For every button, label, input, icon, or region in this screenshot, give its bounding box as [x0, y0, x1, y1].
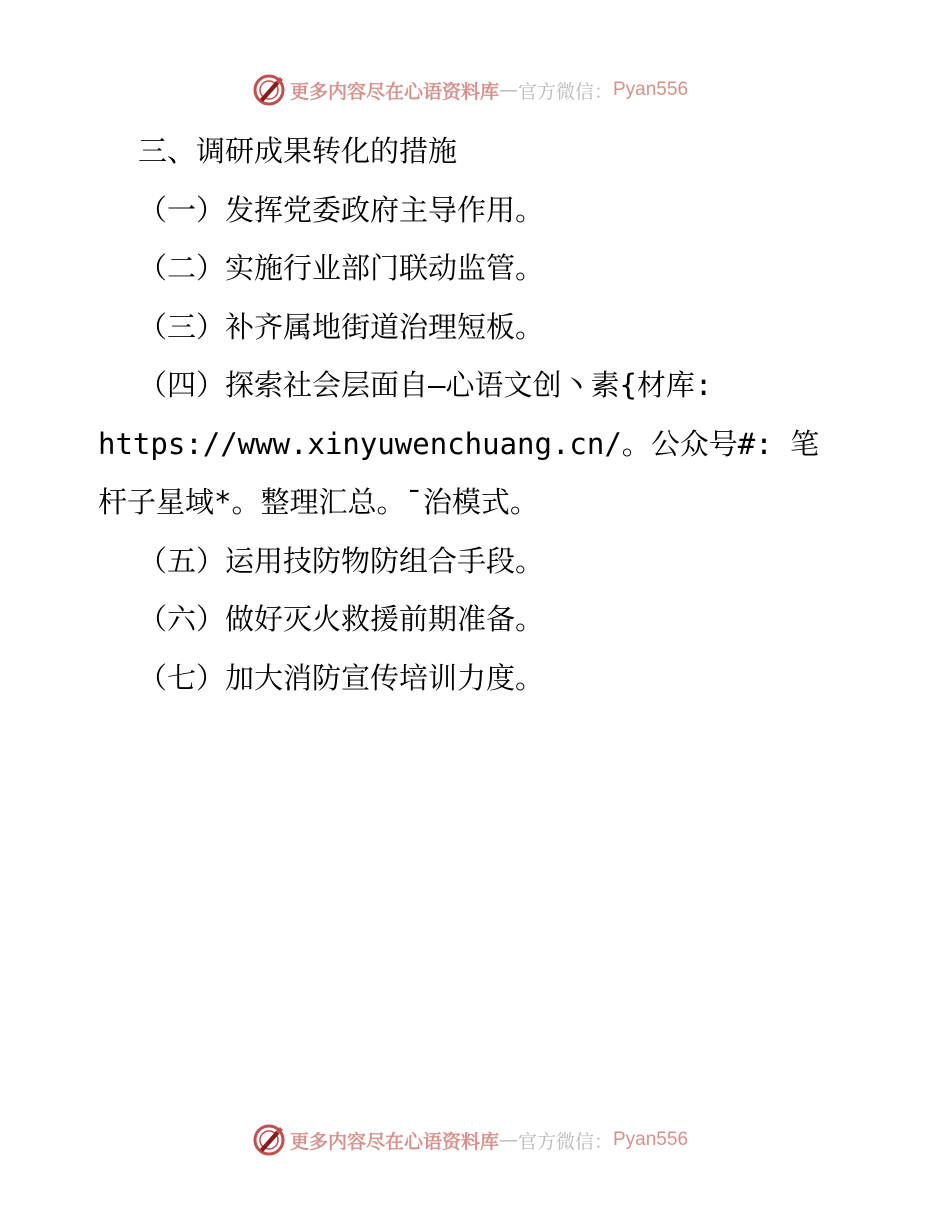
banner-dash: —	[498, 79, 518, 101]
list-item-4-line-2: https://www.xinyuwenchuang.cn/。公众号#: 笔	[98, 426, 820, 461]
banner-slogan: 更多内容尽在心语资料库	[289, 1130, 499, 1153]
footer-banner	[0, 1120, 950, 1160]
pen-logo-icon	[252, 73, 286, 107]
list-item-4-line-3: 杆子星域*。整理汇总。¯治模式。	[98, 485, 539, 519]
list-item: （七）加大消防宣传培训力度。	[138, 660, 545, 695]
banner-wechat-id: Pyan556	[613, 1129, 689, 1150]
header-banner	[0, 70, 950, 110]
banner-wechat-id: Pyan556	[613, 79, 689, 100]
list-item: （三）补齐属地街道治理短板。	[138, 309, 545, 344]
list-item: （一）发挥党委政府主导作用。	[138, 192, 545, 227]
list-item-4-line-1: （四）探索社会层面自—心语文创丶素{材库:	[138, 368, 713, 402]
pen-logo-icon	[252, 1123, 286, 1157]
banner-dash: —	[498, 1129, 518, 1151]
list-item: （五）运用技防物防组合手段。	[138, 543, 545, 578]
banner-slogan: 更多内容尽在心语资料库	[289, 80, 499, 103]
section-heading: 三、调研成果转化的措施	[138, 134, 458, 168]
banner-wechat-label: 官方微信：	[517, 80, 613, 103]
banner-wechat-label: 官方微信：	[517, 1130, 613, 1153]
list-item: （二）实施行业部门联动监管。	[138, 251, 545, 285]
list-item: （六）做好灭火救援前期准备。	[138, 602, 545, 636]
document-body	[98, 122, 838, 707]
